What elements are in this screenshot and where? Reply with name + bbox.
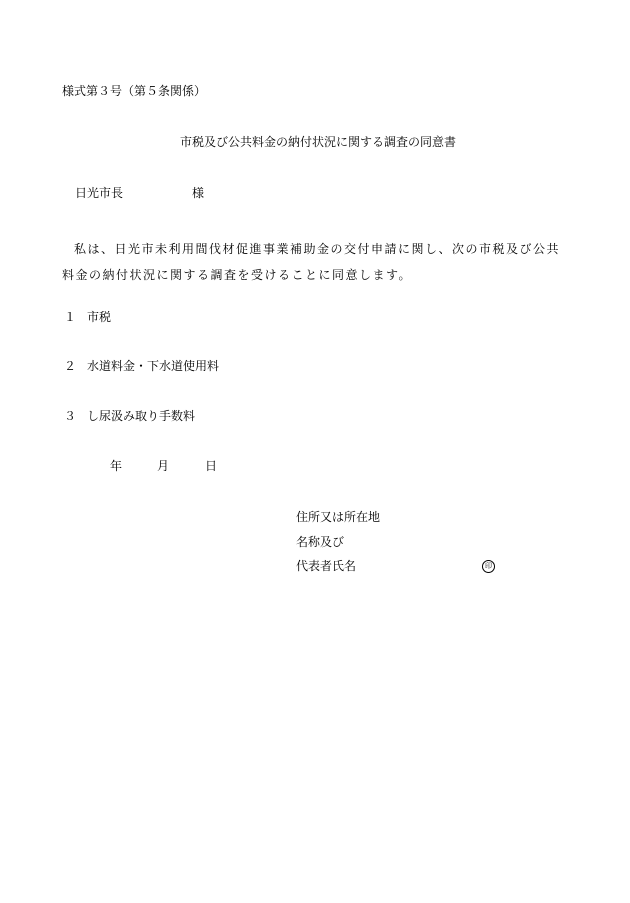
- form-number: 様式第３号（第５条関係）: [62, 84, 207, 98]
- list-item-number: ２: [64, 359, 77, 373]
- addressee-honorific: 様: [192, 186, 205, 200]
- addressee-name: 日光市長: [75, 186, 124, 200]
- list-item-number: ３: [64, 409, 77, 423]
- list-item-label: 水道料金・下水道使用料: [87, 359, 220, 373]
- document-title: 市税及び公共料金の納付状況に関する調査の同意書: [180, 135, 457, 149]
- date-month-label: 月: [157, 459, 170, 473]
- seal-mark: 印: [482, 560, 495, 573]
- consent-body: [62, 236, 582, 288]
- date-year-label: 年: [110, 459, 123, 473]
- list-item-number: １: [64, 310, 77, 324]
- name-label-line-2: 代表者氏名: [296, 559, 357, 573]
- list-item-label: 市税: [87, 310, 112, 324]
- consent-body-line-1: 私は、日光市未利用間伐材促進事業補助金の交付申請に関し、次の市税及び公共: [74, 242, 561, 256]
- name-label-line-1: 名称及び: [296, 535, 345, 549]
- list-item-label: し尿汲み取り手数料: [87, 409, 196, 423]
- consent-body-line-2: 料金の納付状況に関する調査を受けることに同意します。: [62, 268, 413, 282]
- date-day-label: 日: [205, 459, 218, 473]
- address-label: 住所又は所在地: [296, 510, 381, 524]
